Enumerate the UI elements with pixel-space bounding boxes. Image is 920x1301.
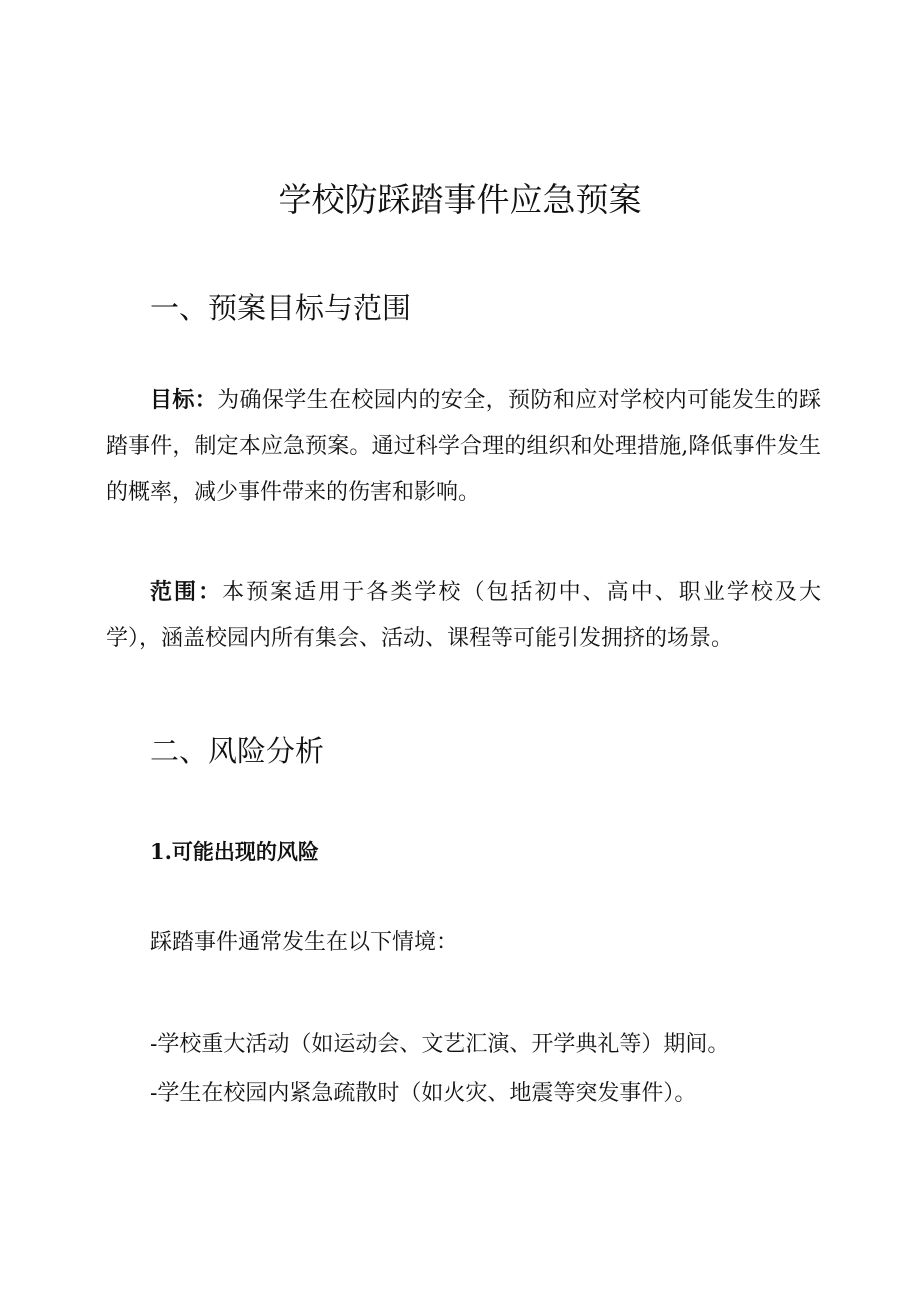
list-item: -学生在校园内紧急疏散时（如火灾、地震等突发事件）。 (150, 1081, 697, 1106)
goal-label: 目标： (150, 388, 218, 413)
subsection-heading-risks: 1.可能出现的风险 (150, 839, 319, 864)
section-heading-risk-analysis: 二、风险分析 (150, 734, 325, 768)
scope-text: 本预案适用于各类学校（包括初中、高中、职业学校及大学），涵盖校园内所有集会、活动、课程等可能引发拥挤的场景。 (106, 580, 821, 651)
section-heading-goals-scope: 一、预案目标与范围 (150, 291, 412, 325)
scope-label: 范围： (150, 580, 223, 605)
scope-paragraph (106, 570, 821, 662)
risk-intro-text: 踩踏事件通常发生在以下情境： (150, 930, 459, 955)
goal-text: 为确保学生在校园内的安全，预防和应对学校内可能发生的踩踏事件，制定本应急预案。通过科学合理的组织和处理措施,降低事件发生的概率，减少事件带来的伤害和影响。 (106, 388, 821, 505)
document-title: 学校防踩踏事件应急预案 (278, 180, 642, 219)
goal-paragraph (106, 378, 821, 516)
list-item: -学校重大活动（如运动会、文艺汇演、开学典礼等）期间。 (150, 1032, 730, 1057)
